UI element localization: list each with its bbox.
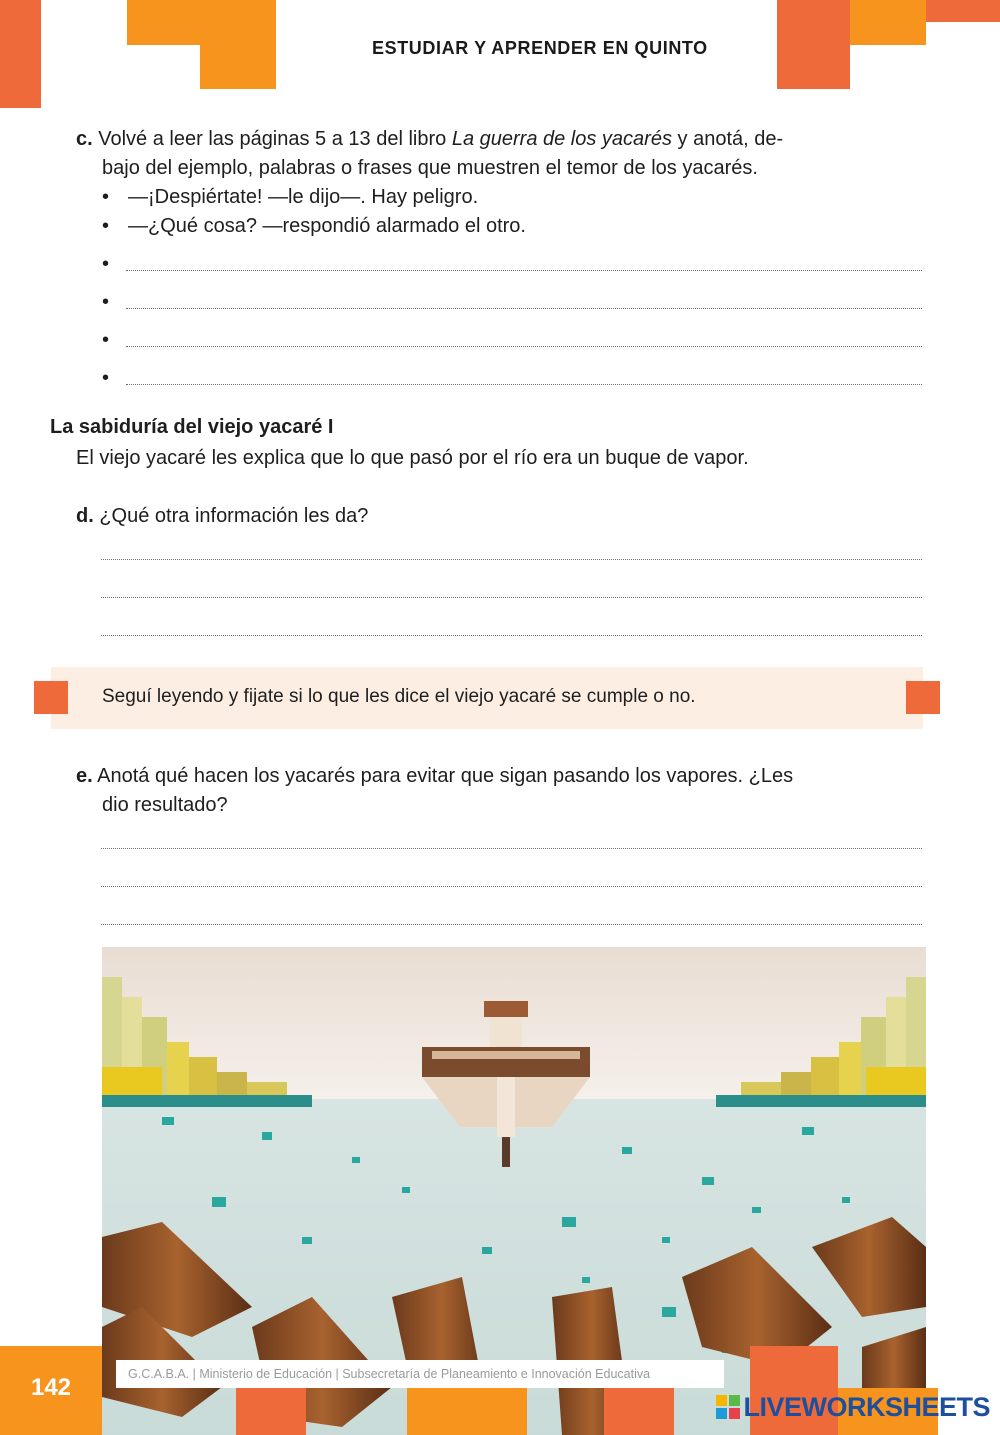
answer-line[interactable] xyxy=(101,559,922,560)
footer-block-coral-1 xyxy=(236,1388,306,1435)
liveworksheets-logo-icon xyxy=(716,1395,740,1419)
section-e-prompt xyxy=(76,762,926,791)
answer-bullet-row xyxy=(102,288,924,317)
footer-block-orange-2 xyxy=(457,1388,527,1435)
section-c-prompt xyxy=(76,125,926,154)
header-block-coral-left xyxy=(0,0,41,108)
section-e-line1: Anotá qué hacen los yacarés para evitar que sigan pasando los vapores. ¿Les xyxy=(97,765,794,787)
footer-credit: G.C.A.B.A. | Ministerio de Educación | Subsecretaría de Planeamiento e Innovación Educativa xyxy=(116,1360,724,1388)
section-d-question: ¿Qué otra información les da? xyxy=(99,505,369,527)
liveworksheets-watermark[interactable] xyxy=(716,1392,990,1423)
answer-line[interactable] xyxy=(101,924,922,925)
bullet-icon: • xyxy=(102,215,110,237)
note-text: Seguí leyendo y fijate si lo que les dice el viejo yacaré se cumple o no. xyxy=(102,686,696,707)
section-d-letter: d. xyxy=(76,505,94,527)
example-text: —¡Despiértate! —le dijo—. Hay peligro. xyxy=(128,186,479,208)
answer-bullet-row xyxy=(102,326,924,355)
header-block-orange-2 xyxy=(200,0,276,89)
example-text: —¿Qué cosa? —respondió alarmado el otro. xyxy=(128,215,526,237)
footer-block-coral-2 xyxy=(604,1388,674,1435)
section-title: La sabiduría del viejo yacaré I xyxy=(50,416,334,438)
answer-line[interactable] xyxy=(126,270,922,271)
section-c-text-before: Volvé a leer las páginas 5 a 13 del libro xyxy=(98,128,452,150)
answer-line[interactable] xyxy=(101,886,922,887)
section-c-letter: c. xyxy=(76,128,93,150)
answer-line[interactable] xyxy=(101,848,922,849)
section-c-text-after: y anotá, de- xyxy=(671,128,784,150)
answer-bullet-row xyxy=(102,250,924,279)
bullet-icon: • xyxy=(102,253,110,275)
bullet-icon: • xyxy=(102,329,110,351)
bullet-icon: • xyxy=(102,186,110,208)
bullet-icon: • xyxy=(102,291,110,313)
section-d-prompt xyxy=(76,502,926,531)
header-block-orange-right xyxy=(850,0,926,45)
section-e-line2: dio resultado? xyxy=(102,794,228,816)
bullet-icon: • xyxy=(102,367,110,389)
section-c-line2: bajo del ejemplo, palabras o frases que muestren el temor de los yacarés. xyxy=(102,157,758,179)
section-e-letter: e. xyxy=(76,765,93,787)
note-marker-right xyxy=(906,681,940,714)
footer-block-orange-1 xyxy=(407,1388,457,1435)
answer-line[interactable] xyxy=(101,597,922,598)
header-block-coral-right xyxy=(777,0,850,89)
answer-line[interactable] xyxy=(126,346,922,347)
section-intro: El viejo yacaré les explica que lo que pasó por el río era un buque de vapor. xyxy=(76,447,749,469)
book-title: La guerra de los yacarés xyxy=(451,128,672,150)
answer-bullet-row xyxy=(102,364,924,393)
header-title: ESTUDIAR Y APRENDER EN QUINTO xyxy=(372,38,708,58)
answer-line[interactable] xyxy=(101,635,922,636)
watermark-text: LIVEWORKSHEETS xyxy=(743,1392,990,1422)
page-number: 142 xyxy=(0,1346,102,1435)
answer-line[interactable] xyxy=(126,384,922,385)
note-marker-left xyxy=(34,681,68,714)
answer-line[interactable] xyxy=(126,308,922,309)
header-block-coral-far-right xyxy=(926,0,1000,22)
